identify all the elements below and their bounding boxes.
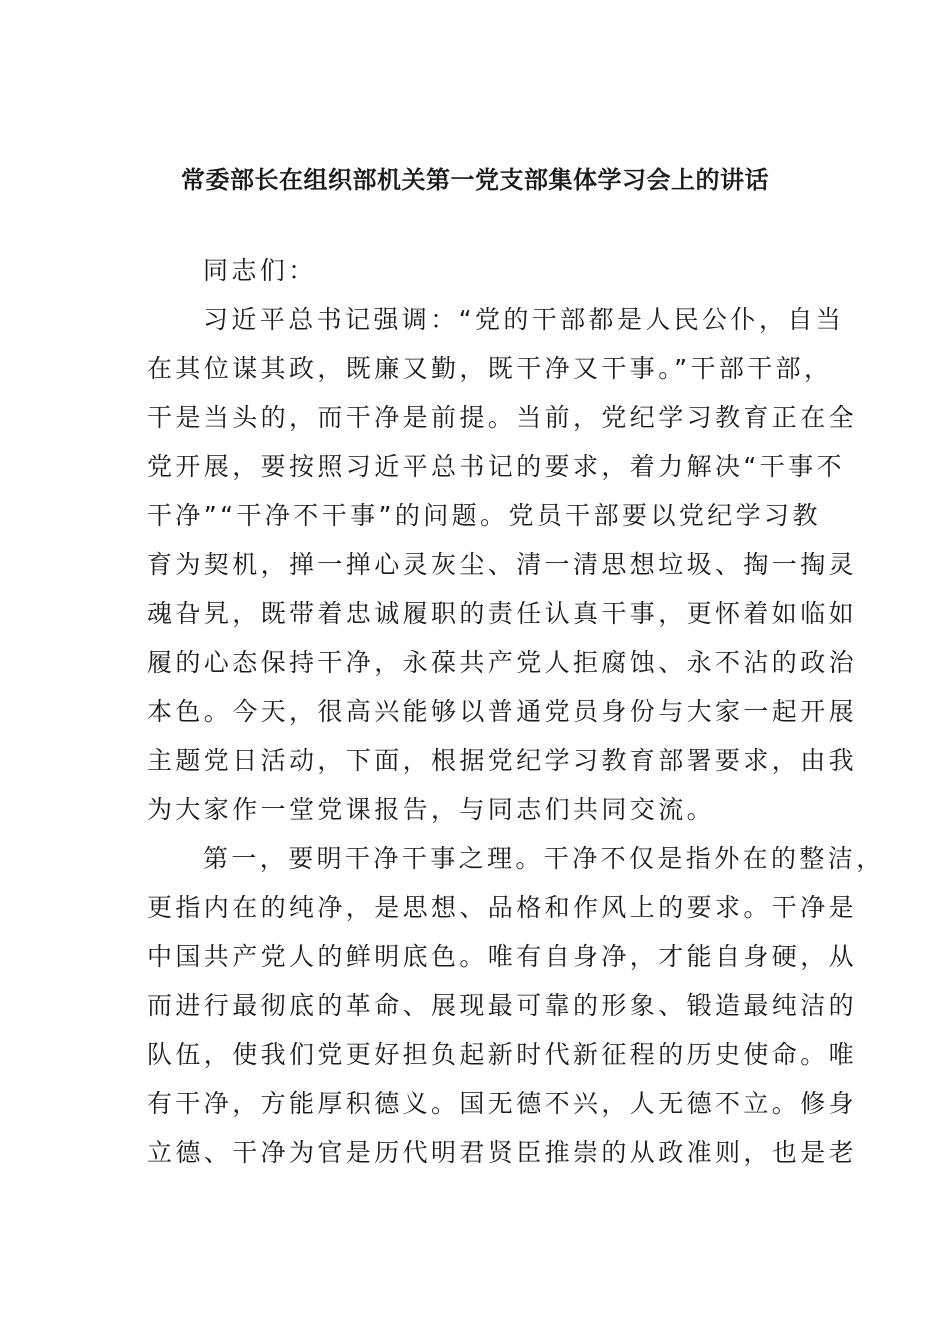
- paragraph-line: 主题党日活动，下面，根据党纪学习教育部署要求，由我: [147, 746, 858, 775]
- paragraph-line: 更指内在的纯净，是思想、品格和作风上的要求。干净是: [147, 893, 858, 922]
- document-body: [147, 246, 885, 1177]
- paragraph-line: 第一，要明干净干事之理。干净不仅是指外在的整洁，: [203, 844, 885, 873]
- paragraph-line: 中国共产党人的鲜明底色。唯有自身净，才能自身硬，从: [147, 942, 858, 971]
- paragraph-line: 习近平总书记强调：“党的干部都是人民公仆，自当: [203, 305, 845, 334]
- paragraph-2: [147, 834, 885, 1177]
- paragraph-line: 为大家作一堂党课报告，与同志们共同交流。: [147, 795, 716, 824]
- paragraph-line: 队伍，使我们党更好担负起新时代新征程的历史使命。唯: [147, 1040, 858, 1069]
- paragraph-line: 育为契机，掸一掸心灵灰尘、清一清思想垃圾、掏一掏灵: [147, 550, 858, 579]
- paragraph-line: 干是当头的，而干净是前提。当前，党纪学习教育正在全: [147, 403, 858, 432]
- paragraph-line: 干净”“干净不干事”的问题。党员干部要以党纪学习教: [147, 501, 821, 530]
- paragraph-line: 而进行最彻底的革命、展现最可靠的形象、锻造最纯洁的: [147, 991, 858, 1020]
- paragraph-line: 魂旮旯，既带着忠诚履职的责任认真干事，更怀着如临如: [147, 599, 858, 628]
- paragraph-line: 党开展，要按照习近平总书记的要求，着力解决“干事不: [147, 452, 845, 481]
- paragraph-1: [147, 295, 858, 834]
- paragraph-line: 在其位谋其政，既廉又勤，既干净又干事。”干部干部，: [147, 354, 833, 383]
- paragraph-line: 本色。今天，很高兴能够以普通党员身份与大家一起开展: [147, 697, 858, 726]
- salutation: 同志们：: [203, 256, 317, 285]
- document-title: 常委部长在组织部机关第一党支部集体学习会上的讲话: [181, 165, 769, 194]
- paragraph-line: 立德、干净为官是历代明君贤臣推崇的从政准则，也是老: [147, 1138, 858, 1167]
- paragraph-line: 履的心态保持干净，永葆共产党人拒腐蚀、永不沾的政治: [147, 648, 858, 677]
- paragraph-line: 有干净，方能厚积德义。国无德不兴，人无德不立。修身: [147, 1089, 858, 1118]
